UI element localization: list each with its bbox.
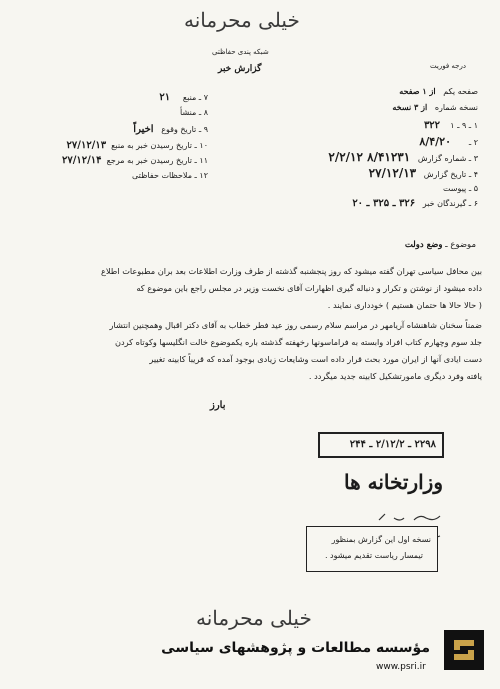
body-line: ( حالا حالا ها حتمان هستیم ) خودداری نمایند . [327,300,482,310]
subject-value: وضع دولت [404,240,443,250]
ministry-stamp: وزارتخانه ها [344,470,443,494]
field-row [399,86,478,96]
subject-line: موضوع ـ وضع دولت [404,240,476,250]
field-value: ۲۷/۱۲/۱۳ [66,140,107,151]
field-value: ۳۲۲ [423,120,441,131]
copy-note-line: تیمسار ریاست تقدیم میشود . [324,551,423,560]
field-value: از ۱ صفحه [399,86,436,96]
field-row [352,198,478,209]
field-row [62,155,208,166]
field-row [328,150,478,164]
field-value: ۸/۴/۲۰ [419,135,451,148]
field-value: ۲۷/۱۲/۱۳ [368,166,417,180]
field-label: صفحه یکم [443,87,478,96]
field-row [133,124,208,135]
field-label: ۱۰ ـ تاریخ رسیدن خبر به منبع [111,141,208,150]
sub-heading: شبکه پندی حفاظتی [212,48,269,56]
signoff: بارز [210,400,226,411]
field-value: ۳۲۶ ـ ۳۲۵ ـ ۲۰ [352,198,416,209]
body-line: دست ایادی آنها از ایران مورد بحث قرار داده است وشایعات زیادی بوجود آمده که قریباً کابینه تغییر [149,354,482,364]
field-row [67,140,208,151]
classification-bottom: خیلی محرمانه [196,606,312,630]
field-label: ۸ ـ منشأ [180,108,208,117]
field-label: ۵ ـ پیوست [442,184,478,193]
field-row [419,135,478,148]
field-value: ۲۱ [159,92,171,103]
body-line: بین محافل سیاسی تهران گفته میشود که روز پنجشنبه گذشته از طرف وزارت اطلاعات بعد بران مطبوعات اطلاع [101,266,482,276]
registry-stamp-text: ۲۲۹۸ ـ ۲/۱۲/۲ ـ ۲۴۴ [349,439,436,450]
field-label: نسخه شماره [434,103,478,112]
copy-note-line: نسخه اول این گزارش بمنظور [331,535,431,544]
field-label: ۶ ـ گیرندگان خبر [422,199,478,208]
field-value: از ۳ نسخه [392,102,428,112]
org-name: مؤسسه مطالعات و پژوهشهای سیاسی [161,640,430,656]
field-value: ۲۷/۱۲/۱۴ [62,155,102,166]
field-row [443,184,478,193]
urgency-label: درجه فوریت [430,62,466,70]
field-label: ۱۲ ـ ملاحظات حفاظتی [132,171,208,180]
report-title: گزارش خبر [218,64,262,74]
field-row [180,108,208,117]
field-value: ۸/۴۱۲۳۱ ۲/۲/۱۲ [328,150,411,164]
field-row [132,171,208,180]
body-line: یافته وفرد دیگری مامورتشکیل کابینه جدید میگردد . [308,371,482,381]
field-value: اخیراً [133,124,154,135]
body-line: داده میشود از نوشتن و تکرار و دنباله گیری اظهارات آقای نخست وزیر در مجلس راجع باین موضوع که [136,283,482,293]
field-row [159,92,208,103]
field-label: ۱ ـ ۹ ـ ۱ [450,121,478,130]
field-label: ۳ ـ شماره گزارش [417,154,478,163]
psri-logo-icon [444,630,484,670]
registry-stamp [318,432,444,458]
field-label: ۹ ـ تاریخ وقوع [161,125,208,134]
field-row [424,120,478,131]
body-line: جلد سوم وچهارم کتاب افراد وابسته به فراماسونها رخهفته گذشته باره یکموضوع خالت انگلیسها وکوتاه کردن [114,337,482,347]
subject-label: موضوع [450,240,476,250]
field-label: ۲ ـ [468,138,478,147]
field-label: ۷ ـ منبع [182,93,208,102]
field-row [392,102,478,112]
classification-top: خیلی محرمانه [184,8,300,32]
field-row [369,166,478,180]
org-url: www.psri.ir [376,662,426,672]
body-line: ضمناً سخنان شاهنشاه آریامهر در مراسم سلام رسمی روز عید فطر خطاب به آقای دکتر اقبال وهمچنین انتشار [109,320,482,330]
copy-note-box [306,526,438,572]
field-label: ۱۱ ـ تاریخ رسیدن خبر به مرجع [106,156,208,165]
field-label: ۴ ـ تاریخ گزارش [423,170,478,179]
